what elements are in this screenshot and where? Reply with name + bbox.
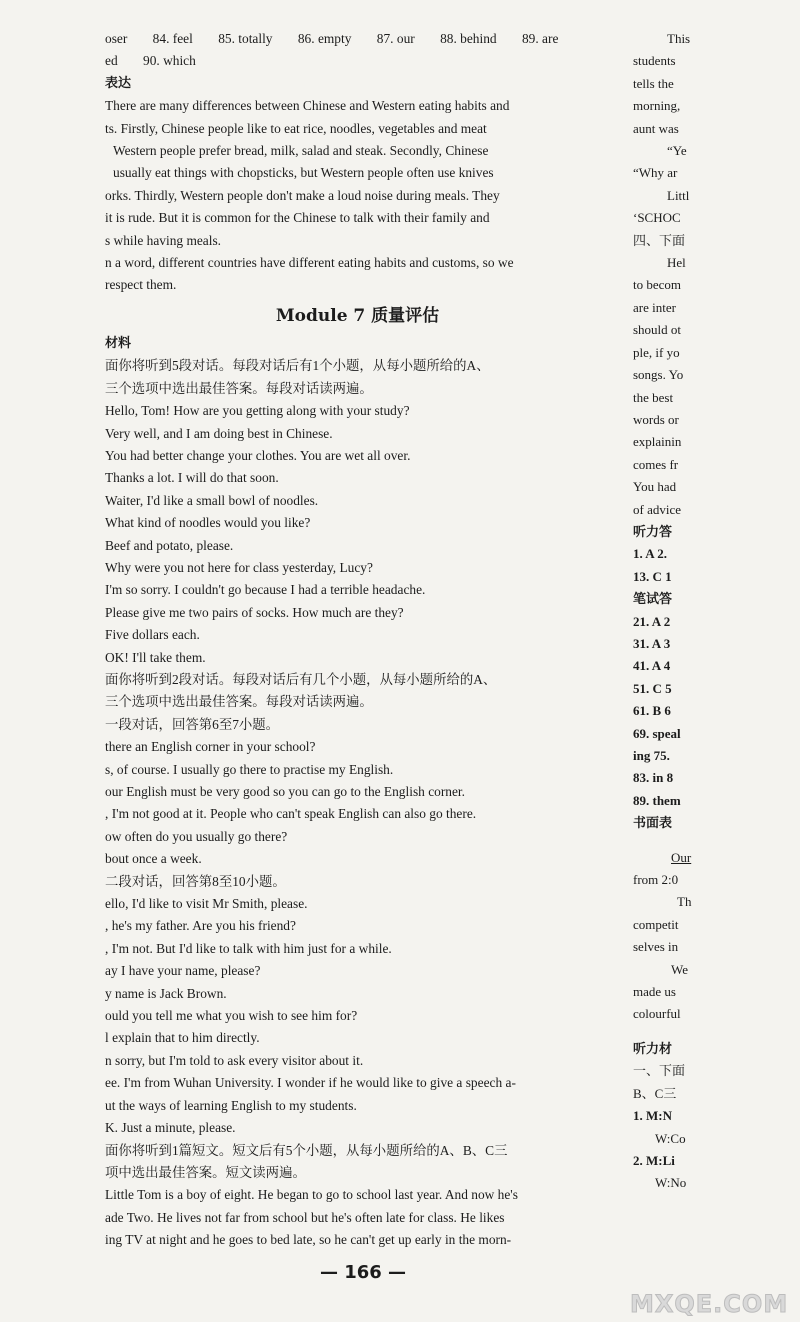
- section-writing-heading: 表达: [105, 75, 132, 91]
- essay-line: orks. Thirdly, Western people don't make a loud noise during meals. They: [105, 187, 500, 203]
- listening-line: 项中选出最佳答案。短文读两遍。: [105, 1164, 306, 1180]
- listening-line: Please give me two pairs of socks. How much are they?: [105, 604, 404, 620]
- listening-line: 二段对话，回答第8至10小题。: [105, 873, 286, 889]
- answer-85: 85. totally: [218, 31, 273, 46]
- essay-line: usually eat things with chopsticks, but Western people often use knives: [113, 165, 494, 181]
- listening-line: Very well, and I am doing best in Chinese.: [105, 425, 333, 441]
- listening-line: Beef and potato, please.: [105, 537, 234, 553]
- answer-line: 83. in 8: [633, 770, 674, 786]
- right-essay-line: We: [671, 961, 688, 977]
- answer-87: 87. our: [376, 31, 415, 46]
- right-bottom-line: 一、下面: [633, 1063, 686, 1079]
- watermark: MXQE.COM: [630, 1290, 789, 1318]
- right-line: students: [633, 53, 676, 69]
- right-essay-line: from 2:0: [633, 872, 679, 888]
- essay-line: n a word, different countries have different eating habits and customs, so we: [105, 255, 514, 271]
- answer-row-1: [105, 28, 610, 50]
- listening-line: y name is Jack Brown.: [105, 985, 227, 1001]
- essay-line: Western people prefer bread, milk, salad and steak. Secondly, Chinese: [113, 143, 489, 159]
- answer-84: 84. feel: [152, 31, 193, 46]
- right-bottom-line: W:No: [655, 1175, 687, 1191]
- right-essay-line: Th: [677, 894, 692, 910]
- answer-line: 61. B 6: [633, 703, 671, 719]
- answer-heading-listening: 听力答: [633, 523, 673, 539]
- answer-line: 69. speal: [633, 725, 681, 741]
- listening-line: s, of course. I usually go there to practise my English.: [105, 761, 394, 777]
- right-line: 四、下面: [633, 232, 686, 248]
- listening-line: our English must be very good so you can go to the English corner.: [105, 784, 466, 799]
- right-column: [633, 28, 800, 1195]
- listening-line: ut the ways of learning English to my students.: [105, 1097, 357, 1113]
- module-title: Module 7 质量评估: [275, 305, 440, 326]
- essay-line: s while having meals.: [105, 232, 222, 248]
- answer-heading-listening-material: 听力材: [633, 1040, 673, 1056]
- answer-line: 31. A 3: [633, 635, 671, 651]
- listening-line: I'm so sorry. I couldn't go because I had a terrible headache.: [105, 582, 426, 598]
- listening-line: Waiter, I'd like a small bowl of noodles.: [105, 492, 319, 508]
- listening-line: 面你将听到1篇短文。短文后有5个小题，从每小题所给的A、B、C三: [105, 1142, 508, 1158]
- listening-line: Five dollars each.: [105, 627, 200, 643]
- answer-heading-written: 笔试答: [633, 591, 673, 607]
- right-essay-line: selves in: [633, 939, 679, 955]
- right-line: “Ye: [667, 143, 687, 159]
- answer-88: 88. behind: [440, 31, 497, 46]
- listening-line: Little Tom is a boy of eight. He began to go to school last year. And now he's: [105, 1187, 518, 1203]
- right-line: aunt was: [633, 120, 679, 136]
- right-line: This: [667, 31, 691, 46]
- listening-line: ee. I'm from Wuhan University. I wonder if he would like to give a speech a-: [105, 1075, 516, 1091]
- answer-heading-writing: 书面表: [633, 815, 673, 831]
- listening-line: You had better change your clothes. You are wet all over.: [105, 447, 411, 463]
- right-essay-line: Our: [671, 849, 692, 865]
- essay-line: There are many differences between Chinese and Western eating habits and: [105, 98, 510, 114]
- listening-line: OK! I'll take them.: [105, 649, 206, 665]
- listening-line: bout once a week.: [105, 851, 202, 867]
- listening-line: l explain that to him directly.: [105, 1030, 260, 1046]
- right-line: to becom: [633, 277, 682, 293]
- right-line: tells the: [633, 75, 674, 91]
- answer-86: 86. empty: [297, 31, 352, 46]
- listening-line: , I'm not. But I'd like to talk with him just for a while.: [105, 940, 392, 956]
- listening-line: ello, I'd like to visit Mr Smith, please.: [105, 896, 308, 912]
- right-line: songs. Yo: [633, 367, 684, 383]
- listening-line: ade Two. He lives not far from school but he's often late for class. He likes: [105, 1209, 505, 1225]
- listening-line: What kind of noodles would you like?: [105, 515, 311, 531]
- listening-line: ould you tell me what you wish to see him for?: [105, 1008, 358, 1024]
- right-line: ple, if yo: [633, 344, 680, 360]
- listening-material: [105, 355, 610, 1251]
- listening-line: 面你将听到5段对话。每段对话后有1个小题，从每小题所给的A、: [105, 358, 490, 374]
- right-line: “Why ar: [633, 165, 678, 181]
- listening-line: 一段对话，回答第6至7小题。: [105, 716, 280, 732]
- essay-line: respect them.: [105, 277, 177, 293]
- right-line: You had: [633, 479, 677, 495]
- right-line: should ot: [633, 322, 682, 338]
- listening-line: 三个选项中选出最佳答案。每段对话读两遍。: [105, 380, 373, 396]
- right-essay-line: colourful: [633, 1006, 681, 1022]
- right-essay-line: made us: [633, 984, 676, 1000]
- right-line: words or: [633, 411, 679, 427]
- page-number: — 166 —: [319, 1262, 407, 1283]
- right-line: explainin: [633, 434, 682, 450]
- right-bottom-line: 1. M:N: [633, 1108, 672, 1124]
- right-bottom-line: W:Co: [655, 1130, 686, 1146]
- right-line: comes fr: [633, 456, 679, 472]
- essay-line: ts. Firstly, Chinese people like to eat rice, noodles, vegetables and meat: [105, 120, 487, 136]
- essay: [105, 95, 610, 297]
- listening-line: Hello, Tom! How are you getting along with your study?: [105, 403, 410, 419]
- right-line: are inter: [633, 299, 676, 315]
- essay-line: it is rude. But it is common for the Chinese to talk with their family and: [105, 210, 490, 226]
- listening-line: K. Just a minute, please.: [105, 1120, 236, 1136]
- listening-line: ow often do you usually go there?: [105, 828, 288, 844]
- listening-line: 面你将听到2段对话。每段对话后有几个小题，从每小题所给的A、: [105, 671, 497, 687]
- listening-line: n sorry, but I'm told to ask every visitor about it.: [105, 1052, 364, 1068]
- listening-line: Why were you not here for class yesterday, Lucy?: [105, 559, 373, 575]
- answer-line: 21. A 2: [633, 613, 671, 629]
- listening-line: Thanks a lot. I will do that soon.: [105, 470, 279, 486]
- listening-line: , I'm not good at it. People who can't speak English can also go there.: [105, 806, 477, 822]
- listening-line: , he's my father. Are you his friend?: [105, 918, 296, 934]
- listening-line: ay I have your name, please?: [105, 963, 261, 979]
- answer-line: 41. A 4: [633, 658, 671, 674]
- row-prefix: ed: [105, 53, 118, 69]
- right-bottom-line: B、C三: [633, 1085, 677, 1101]
- spacer: [633, 835, 800, 847]
- answer-line: 51. C 5: [633, 680, 672, 696]
- spacer: [633, 1026, 800, 1038]
- listening-material-heading: 材料: [105, 335, 132, 351]
- left-column: [105, 28, 610, 1252]
- answer-row-2: [105, 50, 610, 72]
- right-line: the best: [633, 389, 674, 405]
- row-prefix: oser: [105, 31, 128, 46]
- listening-line: ing TV at night and he goes to bed late, so he can't get up early in the morn-: [105, 1232, 512, 1248]
- right-line: of advice: [633, 501, 682, 517]
- right-line: Hel: [667, 255, 686, 271]
- right-essay-line: competit: [633, 916, 679, 932]
- answer-90: 90. which: [143, 53, 196, 69]
- right-line: Littl: [667, 187, 690, 203]
- answer-89: 89. are: [521, 31, 559, 46]
- answer-line: 89. them: [633, 792, 681, 808]
- right-line: ‘SCHOC: [633, 210, 681, 226]
- listening-line: 三个选项中选出最佳答案。每段对话读两遍。: [105, 694, 373, 710]
- answer-line: ing 75.: [633, 748, 670, 763]
- answer-line: 13. C 1: [633, 568, 672, 584]
- listening-line: there an English corner in your school?: [105, 739, 316, 755]
- right-bottom-line: 2. M:Li: [633, 1152, 675, 1168]
- right-line: morning,: [633, 98, 681, 114]
- answer-line: 1. A 2.: [633, 546, 667, 562]
